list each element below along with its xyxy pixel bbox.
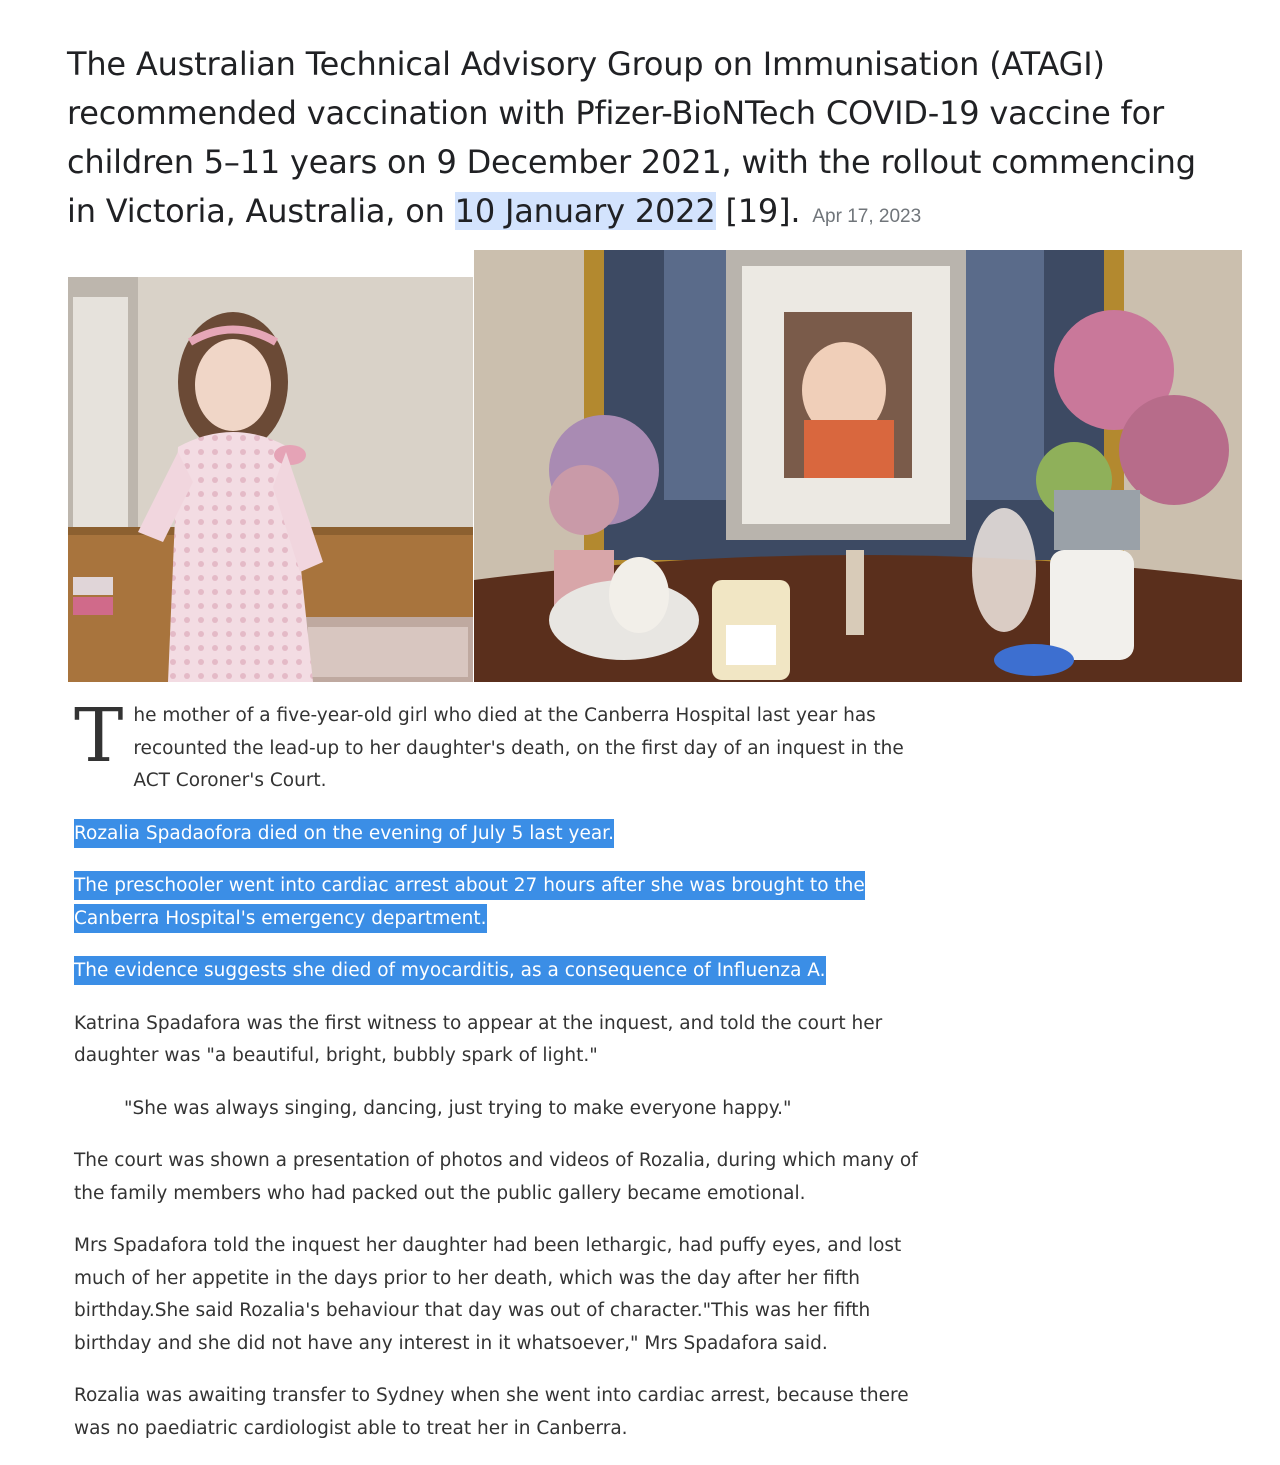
drop-cap: T	[74, 693, 124, 779]
snippet-text: The Australian Technical Advisory Group on Immunisation (ATAGI) recommended vaccination with Pfizer-BioNTech COVID-19 vaccine for children 5–11 years on 9 December 2021, with the rollout commencing in Victoria, Australia, on	[67, 45, 1196, 230]
selected-text-1[interactable]: Rozalia Spadaofora died on the evening of July 5 last year.	[74, 819, 614, 848]
selected-text-2[interactable]: The preschooler went into cardiac arrest about 27 hours after she was brought to the Canberra Hospital's emergency department.	[74, 871, 865, 933]
snippet-highlight: 10 January 2022	[454, 192, 716, 230]
selected-paragraph-1[interactable]	[74, 818, 934, 851]
memorial-photo	[474, 250, 1242, 682]
intro-paragraph	[74, 693, 934, 798]
memorial-photo-illustration	[474, 250, 1242, 682]
selected-text-3[interactable]: The evidence suggests she died of myocarditis, as a consequence of Influenza A.	[74, 956, 826, 985]
article-body	[74, 693, 934, 1465]
selected-paragraph-2[interactable]	[74, 870, 874, 935]
court-paragraph: The court was shown a presentation of photos and videos of Rozalia, during which many of the family members who had packed out the public gallery became emotional.	[74, 1150, 918, 1204]
selected-paragraph-3[interactable]	[74, 955, 934, 988]
transfer-paragraph: Rozalia was awaiting transfer to Sydney when she went into cardiac arrest, because there was no paediatric cardiologist able to treat her in Canberra.	[74, 1385, 909, 1439]
snippet-date: Apr 17, 2023	[812, 206, 922, 227]
quote-paragraph: "She was always singing, dancing, just trying to make everyone happy."	[124, 1097, 792, 1119]
mrs-spadafora-paragraph: Mrs Spadafora told the inquest her daughter had been lethargic, had puffy eyes, and lost much of her appetite in the days prior to her death, which was the day after her fifth birthday.She said Rozalia's behaviour that day was out of character."This was her fifth birthday and she did not have any interest in it whatsoever," Mrs Spadafora said.	[74, 1235, 902, 1354]
girl-photo	[68, 277, 473, 682]
snippet-citation: [19].	[715, 192, 801, 230]
search-snippet	[67, 40, 1227, 241]
girl-photo-illustration	[68, 277, 473, 682]
witness-paragraph: Katrina Spadafora was the first witness to appear at the inquest, and told the court her daughter was "a beautiful, bright, bubbly spark of light."	[74, 1012, 883, 1066]
intro-text: he mother of a five-year-old girl who died at the Canberra Hospital last year has recounted the lead-up to her daughter's death, on the first day of an inquest in the ACT Coroner's Court.	[133, 705, 904, 791]
